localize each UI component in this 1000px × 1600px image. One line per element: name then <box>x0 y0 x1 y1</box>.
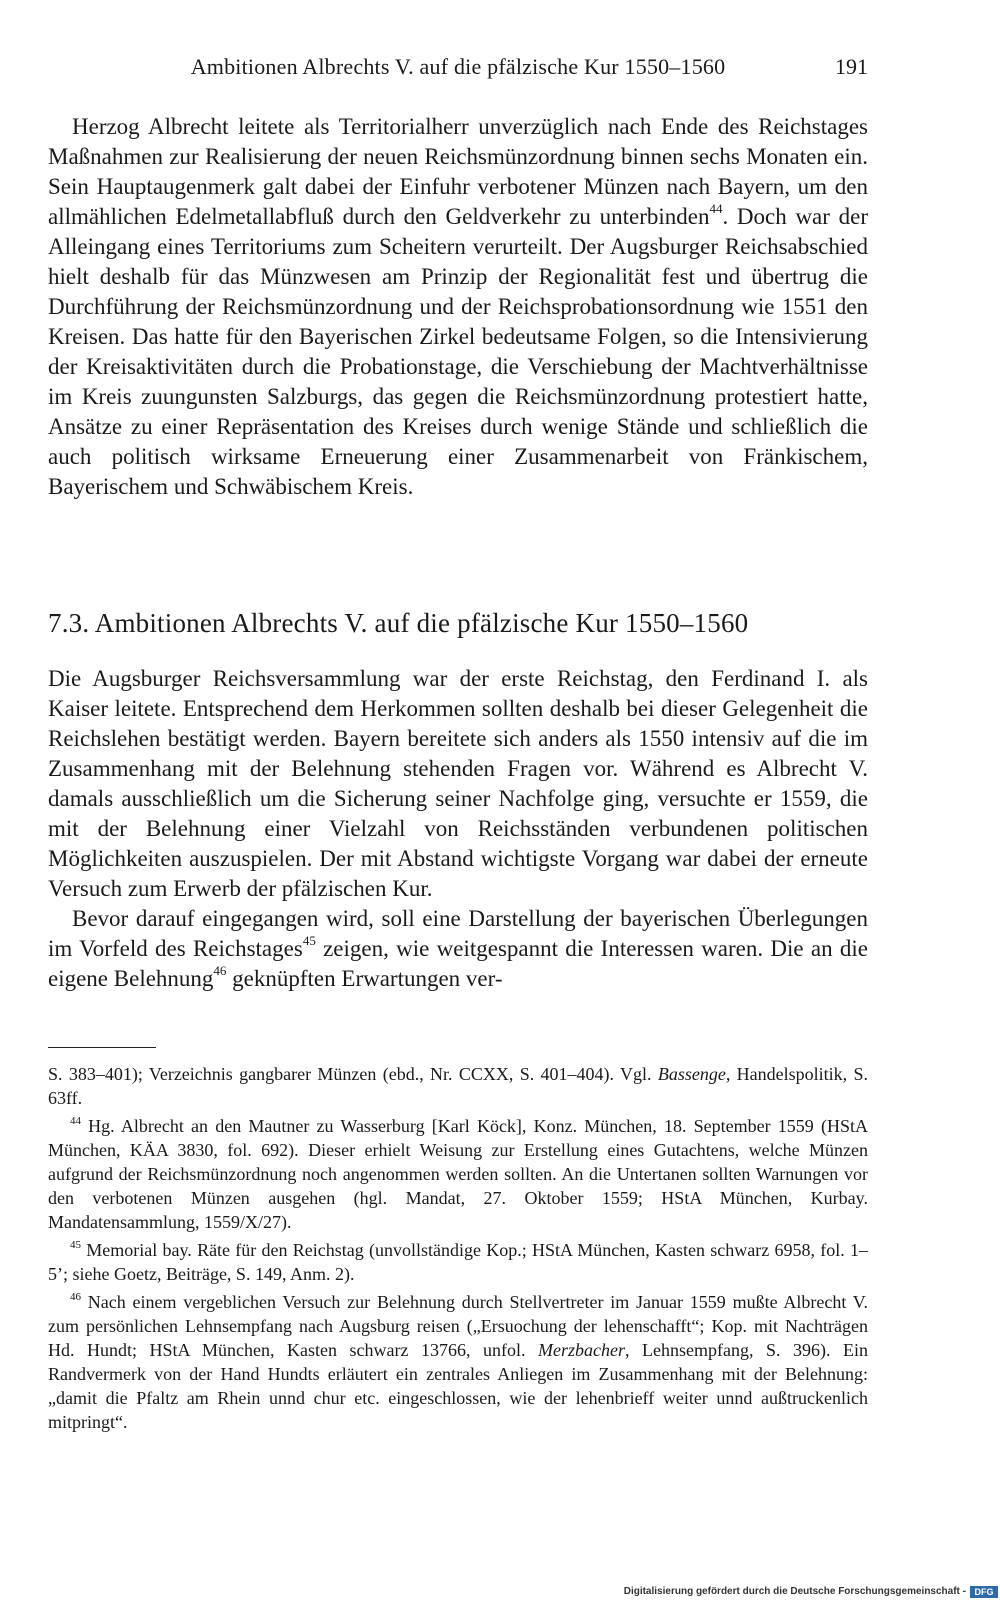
footnotes <box>48 1062 868 1438</box>
paragraph-text-part: . Doch war der Alleingang eines Territoriums zum Scheitern verurteilt. Der Augsburger Reichsabschied hielt deshalb für das Münzwesen am Prinzip der Regionalität fest und übertrug die Durchführung der Reichsmünzordnung und der Reichsprobationsordnung wie 1551 den Kreisen. Das hatte für den Bayerischen Zirkel bedeutsame Folgen, so die Intensivierung der Kreisaktivitäten durch die Probationstage, die Verschiebung der Machtverhältnisse im Kreis zuungunsten Salzburgs, das gegen die Reichsmünzordnung protestiert hatte, Ansätze zu einer Repräsentation des Kreises durch wenige Stände und schließlich die auch politisch wirksame Erneuerung einer Zusammenarbeit von Fränkischem, Bayerischem und Schwäbischem Kreis. <box>48 204 868 499</box>
footnote-text: Memorial bay. Räte für den Reichstag (unvollständige Kop.; HStA München, Kasten schwarz 6958, fol. 1–5’; siehe Goetz, Beiträge, S. 149, Anm. 2). <box>48 1240 868 1284</box>
footnote-46 <box>48 1290 868 1434</box>
body-paragraph-1 <box>48 112 868 502</box>
footnote-44 <box>48 1114 868 1234</box>
paragraph-text <box>48 112 868 502</box>
footnote-number: 45 <box>70 1239 81 1251</box>
footnote-45 <box>48 1238 868 1286</box>
paragraph-text-part: geknüpften Erwartungen ver- <box>226 966 503 991</box>
footnote-continuation <box>48 1062 868 1110</box>
footnote-number: 44 <box>70 1115 81 1127</box>
footnote-divider <box>48 1047 156 1048</box>
footnote-text: Nach einem vergeblichen Versuch zur Belehnung durch Stellvertreter im Januar 1559 mußte Albrecht V. zum persönlichen Lehnsempfang nach Augsburg reisen („Ersuochung der lehenschafft“; Kop. mit Nachträgen Hd. Hundt; HStA München, Kasten schwarz 13766, unfol. <box>48 1292 868 1360</box>
paragraph-text-part: zeigen, wie weitgespannt die Interessen waren. Die an die eigene Belehnung <box>48 936 868 991</box>
footnote-ref-45[interactable]: 45 <box>302 933 316 949</box>
footnote-ref-46[interactable]: 46 <box>213 963 227 979</box>
body-paragraph-2: Die Augsburger Reichsversammlung war der erste Reichstag, den Ferdinand I. als Kaiser leitete. Entsprechend dem Herkommen sollten deshalb bei dieser Gelegenheit die Reichslehen bestätigt werden. Bayern bereitete sich anders als 1550 intensiv auf die im Zusammenhang mit der Belehnung stehenden Fragen vor. Während es Albrecht V. damals ausschließlich um die Sicherung seiner Nachfolge ging, versuchte er 1559, die mit der Belehnung einer Vielzahl von Reichsständen verbundenen politischen Möglichkeiten auszuspielen. Der mit Abstand wichtigste Vorgang war dabei der erneute Versuch zum Erwerb der pfälzischen Kur. <box>48 666 868 901</box>
section-heading: 7.3. Ambitionen Albrechts V. auf die pfälzische Kur 1550–1560 <box>48 608 749 638</box>
dfg-logo: DFG <box>970 1586 998 1598</box>
footnote-text: S. 383–401); Verzeichnis gangbarer Münzen (ebd., Nr. CCXX, S. 401–404). Vgl. <box>48 1064 658 1084</box>
author-name: Bassenge <box>657 1064 726 1084</box>
running-head <box>48 54 868 86</box>
paragraph-text-part: Herzog Albrecht leitete als Territorialherr unverzüglich nach Ende des Reichstages Maßnahmen zur Realisierung der neuen Reichsmünzordnung binnen sechs Monaten ein. Sein Hauptaugenmerk galt dabei der Einfuhr verbotener Münzen nach Bayern, um den allmählichen Edelmetallabfluß durch den Geldverkehr zu unterbinden <box>48 114 868 229</box>
running-title: Ambitionen Albrechts V. auf die pfälzische Kur 1550–1560 <box>190 54 726 79</box>
footnote-text: , Handelspolitik, S. 63ff. <box>48 1064 868 1108</box>
body-paragraphs-section <box>48 664 868 994</box>
body-paragraph-3 <box>48 904 868 994</box>
digitization-note: Digitalisierung gefördert durch die Deutsche Forschungsgemeinschaft - <box>623 1586 966 1597</box>
footnote-number: 46 <box>70 1291 81 1303</box>
footnote-ref-44[interactable]: 44 <box>709 201 723 217</box>
footnote-text: , Lehnsempfang, S. 396). Ein Randvermerk von der Hand Hundts erläutert ein zentrales Anliegen im Zusammenhang mit der Belehnung: „damit die Pfaltz am Rhein unnd chur etc. eingeschlossen, wie der lehenbrieff weiter unnd außtruckenlich mitpringt“. <box>48 1340 868 1432</box>
paragraph-text-part: Bevor darauf eingegangen wird, soll eine Darstellung der bayerischen Überlegungen im Vorfeld des Reichstages <box>48 906 868 961</box>
page-number: 191 <box>835 54 868 79</box>
digitization-footer <box>0 1584 1000 1600</box>
author-name: Merzbacher <box>538 1340 625 1360</box>
footnote-text: Hg. Albrecht an den Mautner zu Wasserburg [Karl Köck], Konz. München, 18. September 1559 (HStA München, KÄA 3830, fol. 692). Dieser erhielt Weisung zur Erstellung eines Gutachtens, welche Münzen aufgrund der Reichsmünzordnung noch angenommen werden sollten. An die Untertanen sollten Warnungen vor den verbotenen Münzen ausgehen (hgl. Mandat, 27. Oktober 1559; HStA München, Kurbay. Mandatensammlung, 1559/X/27). <box>48 1116 868 1232</box>
